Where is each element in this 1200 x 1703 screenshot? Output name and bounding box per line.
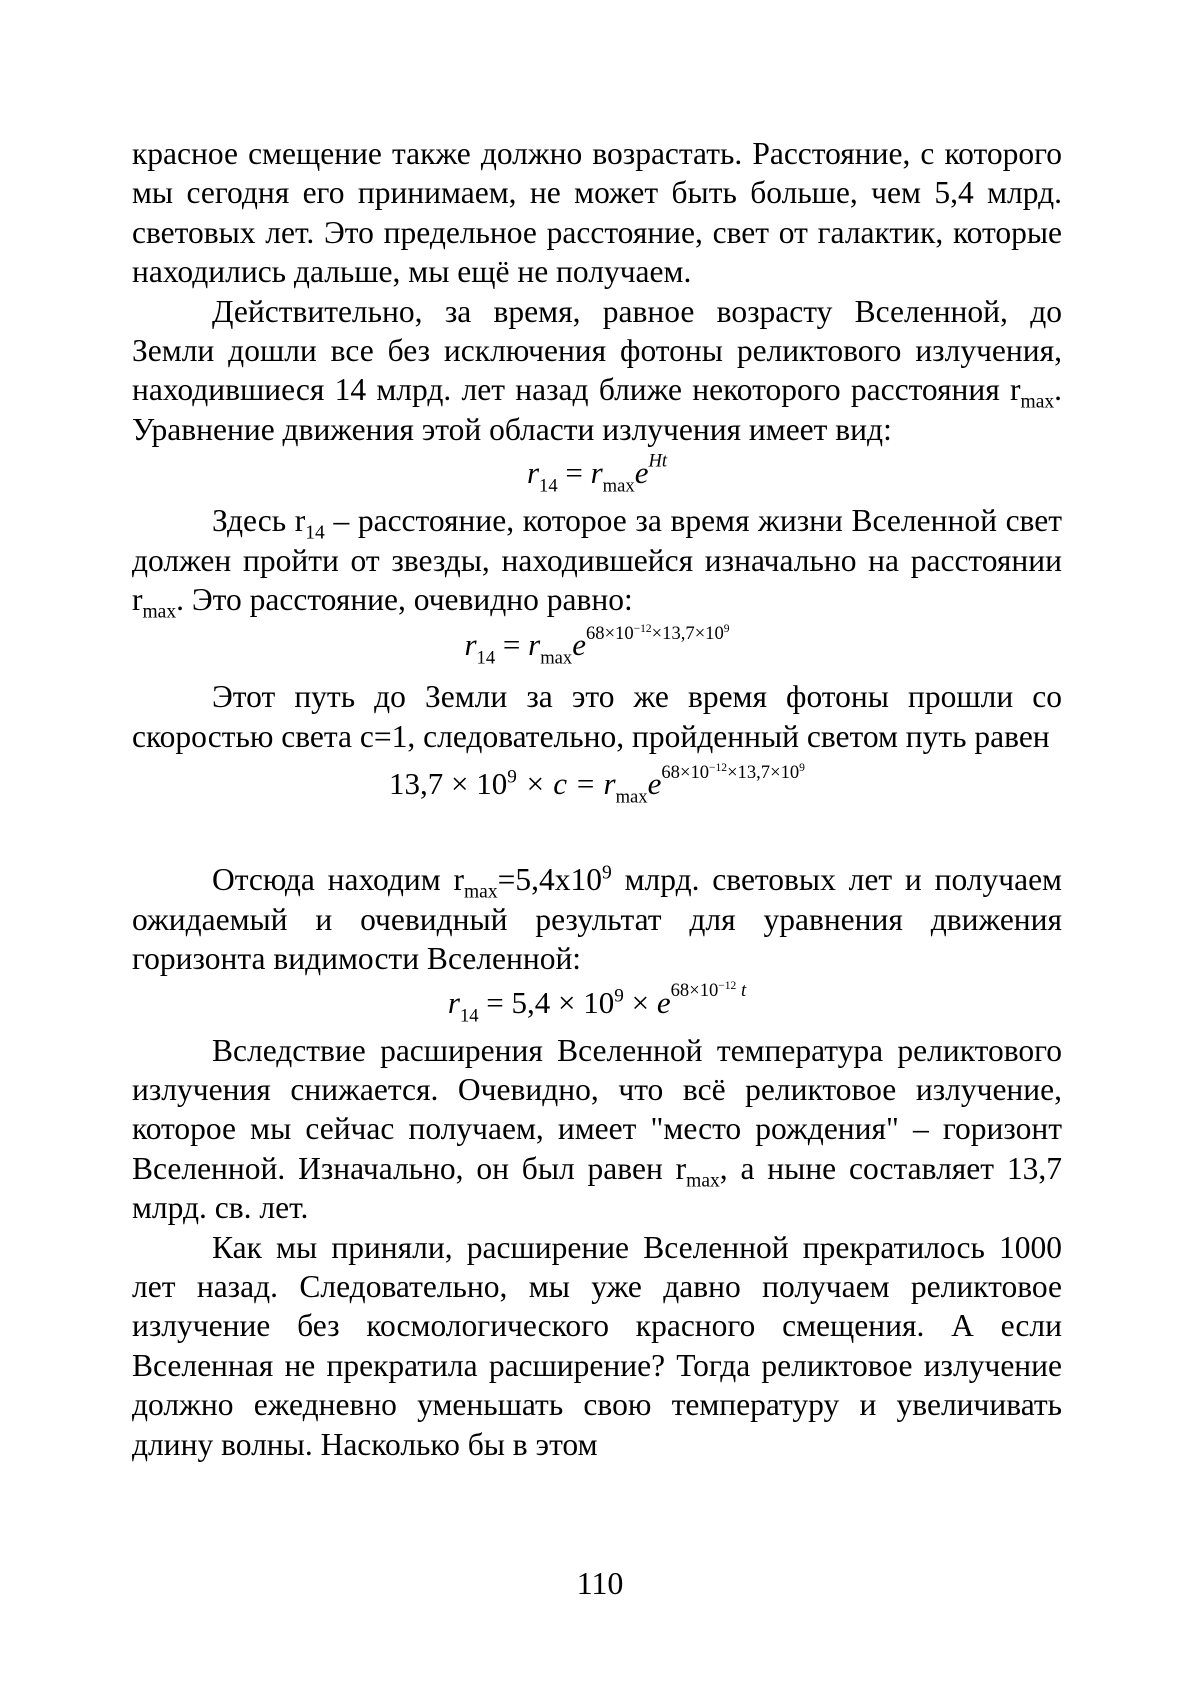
paragraph-5	[132, 860, 1062, 978]
paragraph-3-text-b: – расстояние, которое за время жизни Вселенной свет должен пройти от звезды, находившейся изначально на расстоянии r	[132, 503, 1062, 618]
paragraph-6	[132, 1031, 1062, 1228]
subscript-14: 14	[305, 522, 325, 544]
paragraph-3-text-c: . Это расстояние, очевидно равно:	[176, 582, 633, 618]
paragraph-2	[132, 292, 1062, 450]
eq4-exp-a: 68×10	[670, 979, 719, 1001]
eq2-lhs: r	[464, 627, 477, 663]
eq4-exp-b: t	[736, 979, 747, 1001]
eq2-rhs-sub: max	[540, 647, 573, 669]
eq3-base: e	[647, 766, 662, 802]
eq4-lhs: r	[447, 984, 460, 1020]
paragraph-5-text-b: =5,4х10	[497, 862, 602, 898]
eq2-lhs-sub: 14	[476, 647, 496, 669]
equation-4	[132, 979, 1062, 1031]
paragraph-6-text-b: , а ныне составляет 13,7 млрд. св. лет.	[132, 1150, 1062, 1226]
eq4-equals: = 5,4 × 10	[478, 984, 615, 1020]
subscript-max: max	[464, 881, 498, 903]
eq3-exp-b: ×13,7×10	[727, 761, 800, 783]
eq1-rhs: r	[590, 455, 603, 491]
paragraph-6-text-a: Вследствие расширения Вселенной температура реликтового излучения снижается. Очевидно, что всё реликтовое излучение, которое мы сейчас получаем, имеет "место рождения" – горизонт Вселенной. Изначально, он был равен r	[132, 1032, 1062, 1186]
eq2-exp-sup: −12	[633, 622, 652, 635]
eq3-rhs: r	[603, 766, 616, 802]
eq4-base: e	[656, 984, 671, 1020]
paragraph-2-text-b: . Уравнение движения этой области излучения имеет вид:	[132, 372, 1062, 447]
page-body	[132, 134, 1062, 1464]
paragraph-2-text-a: Действительно, за время, равное возрасту Вселенной, до Земли дошли все без исключения фотоны реликтового излучения, находившиеся 14 млрд. лет назад ближе некоторого расстояния r	[132, 293, 1062, 408]
paragraph-3-text-a: Здесь r	[212, 503, 306, 539]
eq1-lhs-sub: 14	[539, 475, 558, 497]
equation-3	[132, 756, 1062, 860]
eq2-exp-a: 68×10	[585, 622, 634, 644]
subscript-max: max	[1020, 391, 1055, 413]
eq3-exp-sup2: 9	[799, 761, 805, 774]
superscript-9: 9	[602, 862, 612, 884]
eq3-exp-a: 68×10	[661, 761, 710, 783]
eq1-lhs: r	[526, 455, 540, 491]
eq4-eq-sup: 9	[614, 985, 624, 1007]
eq1-equals: =	[557, 455, 591, 491]
page-number: 110	[576, 1565, 624, 1601]
eq2-rhs: r	[528, 627, 541, 663]
paragraph-1: красное смещение также должно возрастать. Расстояние, с которого мы сегодня его принимаем, не может быть больше, чем 5,4 млрд. световых лет. Это предельное расстояние, свет от галактик, которые находились дальше, мы ещё не получаем.	[132, 136, 1062, 290]
eq3-exponent	[661, 762, 805, 783]
subscript-max: max	[142, 601, 177, 623]
equation-1	[132, 449, 1062, 501]
paragraph-4: Этот путь до Земли за это же время фотоны прошли со скоростью света с=1, следовательно, пройденный светом путь равен	[132, 679, 1062, 754]
paragraph-5-text-c: млрд. световых лет и получаем ожидаемый и очевидный результат для уравнения движения горизонта видимости Вселенной:	[132, 862, 1062, 977]
subscript-max: max	[686, 1170, 720, 1192]
eq4-mid: ×	[623, 984, 657, 1020]
eq2-exponent	[586, 623, 730, 644]
eq3-coef: 13,7 × 10	[389, 766, 508, 802]
equation-2	[132, 619, 1062, 677]
eq1-exponent: Ht	[648, 450, 668, 472]
eq4-exp-sup: −12	[718, 979, 737, 992]
eq1-rhs-sub: max	[602, 475, 635, 497]
paragraph-7: Как мы приняли, расширение Вселенной прекратилось 1000 лет назад. Следовательно, мы уже давно получаем реликтовое излучение без космологического красного смещения. А если Вселенная не прекратила расширение? Тогда реликтовое излучение должно ежедневно уменьшать свою температуру и увеличивать длину волны. Насколько бы в этом	[132, 1229, 1062, 1462]
eq2-equals: =	[495, 627, 529, 663]
eq2-exp-b: ×13,7×10	[651, 622, 724, 644]
eq3-exp-sup: −12	[709, 761, 728, 774]
eq2-base: e	[572, 627, 586, 663]
paragraph-3	[132, 501, 1062, 623]
eq4-exponent	[671, 980, 747, 1001]
eq3-mid: × c =	[516, 766, 604, 802]
eq3-coef-sup: 9	[507, 766, 517, 788]
paragraph-5-text-a: Отсюда находим r	[212, 862, 464, 898]
eq4-lhs-sub: 14	[459, 1004, 479, 1026]
eq1-base: e	[634, 455, 649, 491]
eq2-exp-sup2: 9	[723, 622, 730, 635]
eq3-rhs-sub: max	[615, 786, 648, 808]
